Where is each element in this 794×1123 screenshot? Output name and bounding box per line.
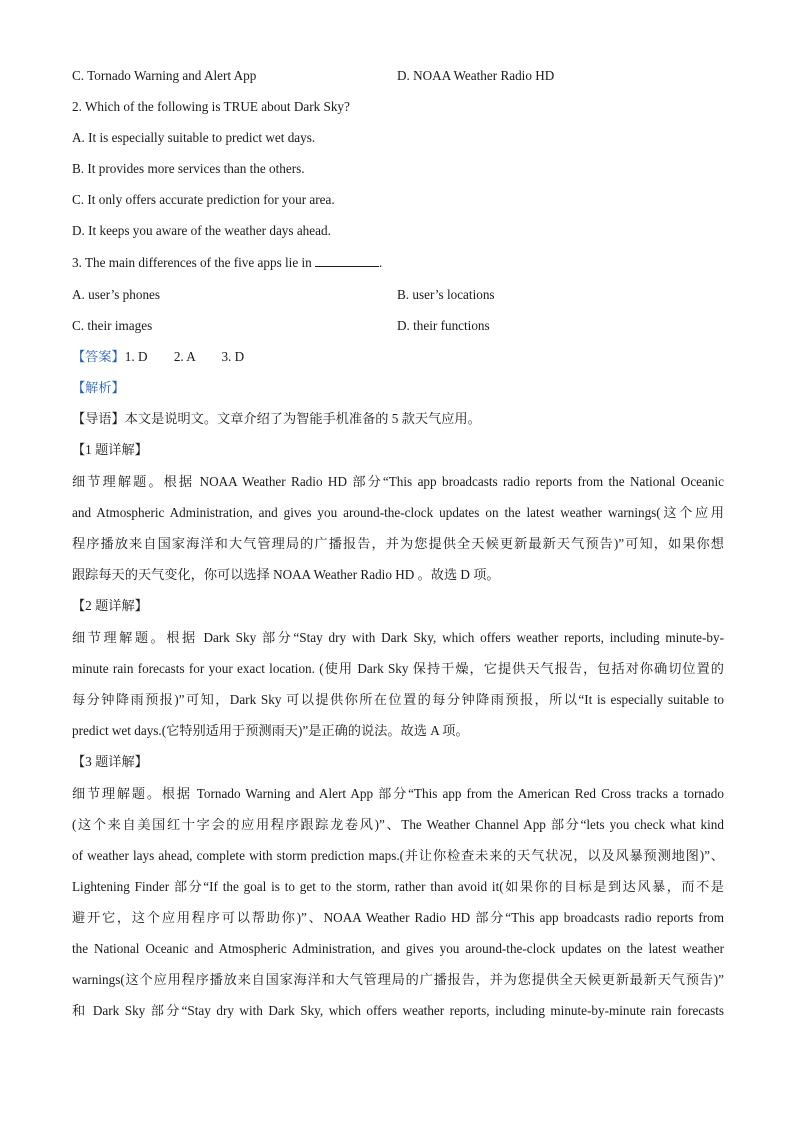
q2-option-d: D. It keeps you aware of the weather days ahead. [72, 223, 331, 238]
detail1-line: and Atmospheric Administration, and gives you around-the-clock updates on the latest weather warnings(这个应用 [72, 505, 724, 520]
detail3-line: 和 Dark Sky 部分“Stay dry with Dark Sky, which offers weather reports, including minute-by-minute rain forecasts [72, 1003, 724, 1018]
q3-option-d: D. their functions [397, 318, 490, 333]
detail2-line: 每分钟降雨预报)”可知，Dark Sky 可以提供你所在位置的每分钟降雨预报，所以“It is especially suitable to [72, 692, 724, 707]
detail2-paragraph [72, 622, 724, 746]
detail3-paragraph [72, 778, 724, 1026]
detail3-line: warnings(这个应用程序播放来自国家海洋和大气管理局的广播报告，并为您提供全天候更新最新天气预告)” [72, 972, 724, 987]
detail1-line: 细节理解题。根据 NOAA Weather Radio HD 部分“This app broadcasts radio reports from the National Oceanic [72, 474, 724, 489]
q3-option-b: B. user’s locations [397, 287, 495, 302]
detail2-line: 细节理解题。根据 Dark Sky 部分“Stay dry with Dark Sky, which offers weather reports, including minute-by- [72, 630, 724, 645]
detail1-paragraph [72, 466, 724, 590]
detail1-line: 程序播放来自国家海洋和大气管理局的广播报告，并为您提供全天候更新最新天气预告)”可知，如果你想 [72, 536, 724, 551]
q3-stem [72, 254, 382, 272]
q3-option-c: C. their images [72, 318, 153, 333]
detail3-line: of weather lays ahead, complete with storm prediction maps.(并让你检查未来的天气状况，以及风暴预测地图)”、 [72, 848, 724, 863]
q2-stem: 2. Which of the following is TRUE about Dark Sky? [72, 99, 350, 114]
detail3-heading: 【3 题详解】 [72, 754, 148, 769]
answer-tag: 【答案】 [72, 349, 125, 364]
detail3-line: (这个来自美国红十字会的应用程序跟踪龙卷风)”、The Weather Channel App 部分“lets you check what kind [72, 817, 724, 832]
guide-tag: 【导语】 [72, 411, 125, 426]
q2-option-a: A. It is especially suitable to predict wet days. [72, 130, 316, 145]
q3-option-a: A. user’s phones [72, 287, 161, 302]
guide-text: 本文是说明文。文章介绍了为智能手机准备的 5 款天气应用。 [124, 411, 481, 426]
q2-option-c: C. It only offers accurate prediction for your area. [72, 192, 335, 207]
answer-text: 1. D 2. A 3. D [124, 349, 245, 364]
detail2-line: predict wet days.(它特别适用于预测雨天)”是正确的说法。故选 A 项。 [72, 723, 469, 738]
q2-option-b: B. It provides more services than the others. [72, 161, 305, 176]
answer-line [72, 348, 244, 366]
detail3-line: the National Oceanic and Atmospheric Administration, and gives you around-the-clock updates on the latest weather [72, 941, 724, 956]
detail3-line: Lightening Finder 部分“If the goal is to get to the storm, rather than avoid it(如果你的目标是到达风暴，而不是 [72, 879, 724, 894]
detail3-line: 细节理解题。根据 Tornado Warning and Alert App 部分“This app from the American Red Cross tracks a tornado [72, 786, 724, 801]
detail3-line: 避开它，这个应用程序可以帮助你)”、NOAA Weather Radio HD 部分“This app broadcasts radio reports from [72, 910, 724, 925]
detail2-heading: 【2 题详解】 [72, 598, 148, 613]
guide-line [72, 410, 481, 428]
analysis-tag: 【解析】 [72, 380, 125, 395]
q3-stem-end: . [379, 255, 383, 270]
answer-blank [315, 254, 379, 267]
q1-option-d: D. NOAA Weather Radio HD [397, 68, 555, 83]
detail1-heading: 【1 题详解】 [72, 442, 148, 457]
detail1-line: 跟踪每天的天气变化，你可以选择 NOAA Weather Radio HD 。故选 D 项。 [72, 567, 500, 582]
analysis-heading [72, 379, 125, 397]
q3-stem-text: 3. The main differences of the five apps lie in [72, 255, 316, 270]
detail2-line: minute rain forecasts for your exact location. (使用 Dark Sky 保持干燥，它提供天气报告，包括对你确切位置的 [72, 661, 724, 676]
q1-option-c: C. Tornado Warning and Alert App [72, 68, 257, 83]
